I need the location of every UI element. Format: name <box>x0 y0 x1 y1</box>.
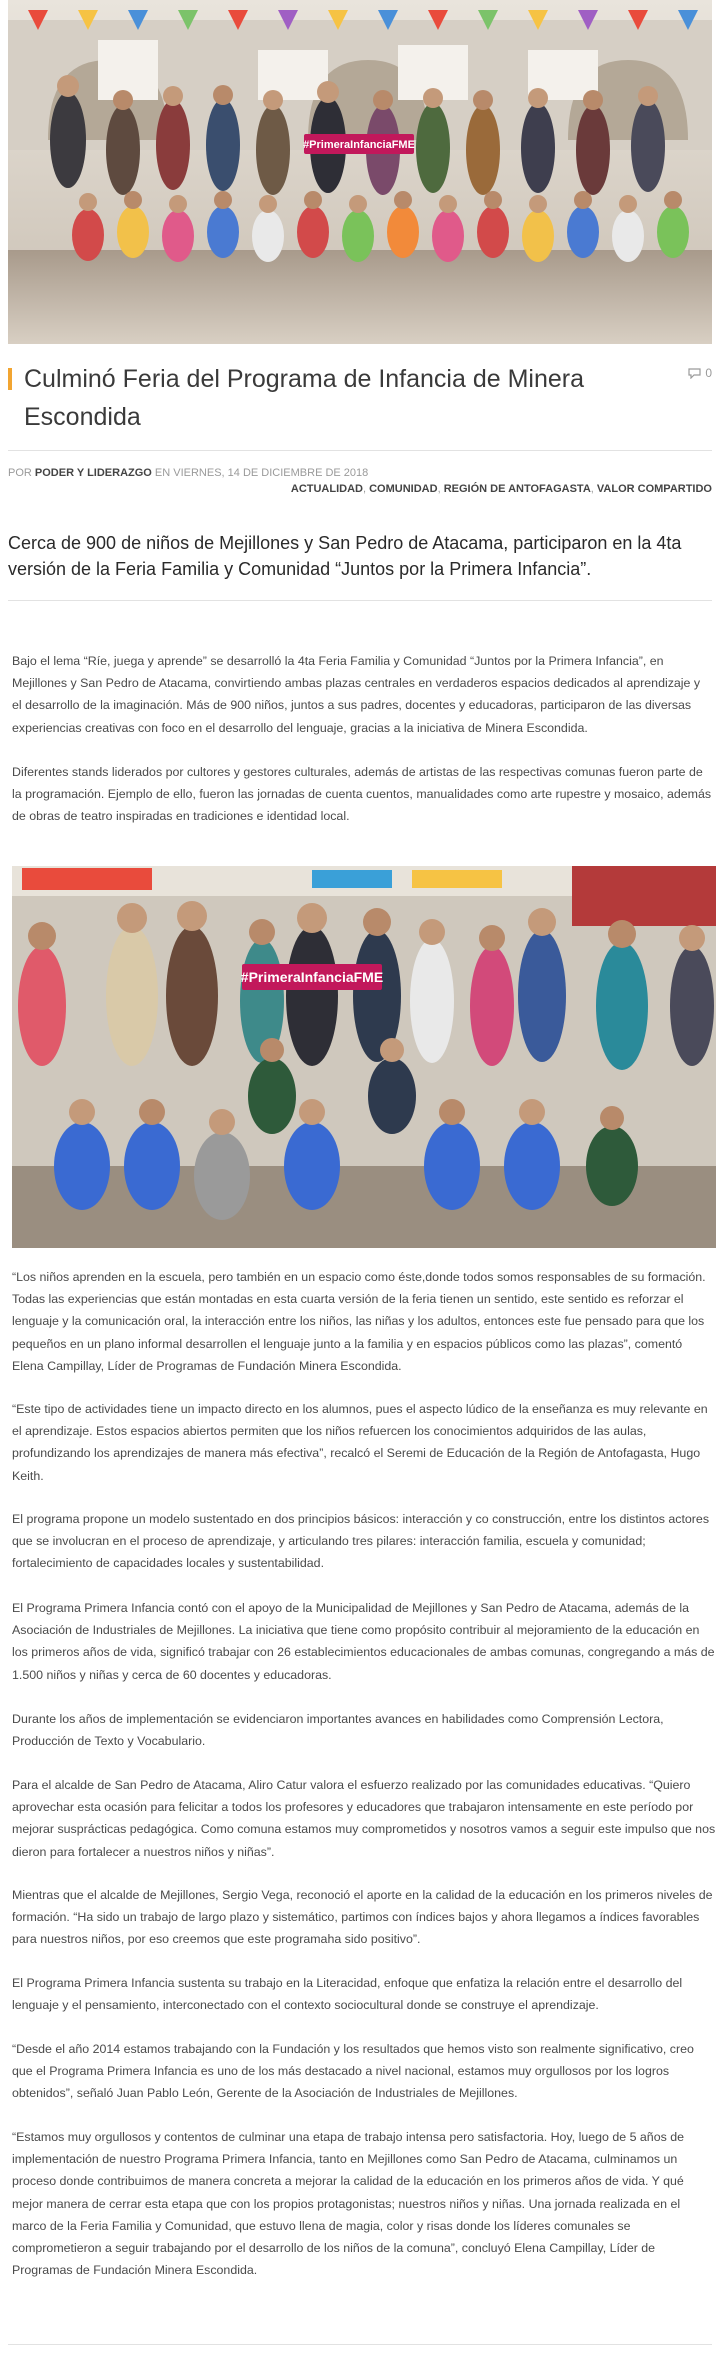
comment-icon <box>688 368 701 379</box>
hero-banner-text: #PrimeraInfanciaFME <box>303 139 415 151</box>
post-date: EN VIERNES, 14 DE DICIEMBRE DE 2018 <box>154 467 369 479</box>
post-header <box>8 360 712 436</box>
post-meta <box>8 467 712 495</box>
body-paragraph: Diferentes stands liderados por cultores y gestores culturales, además de artistas de las respectivas comunas fueron parte de la programación. Ejemplo de ello, fueron las jornadas de cuenta cuentos, manualidades como arte rupestre y mosaico, además de obras de teatro inspiradas en tradiciones e identidad local. <box>12 764 712 824</box>
body-paragraph: Bajo el lema “Ríe, juega y aprende” se desarrolló la 4ta Feria Familia y Comunidad “Juntos por la Primera Infancia”, en Mejillones y San Pedro de Atacama, convirtiendo ambas plazas centrales en verdaderos espacios dedicados al aprendizaje y el desarrollo de la imaginación. Más de 900 niños, juntos a sus padres, docentes y educadoras, participaron de las diversas experiencias creativas con foco en el desarrollo del lenguaje, gracias a la iniciativa de Minera Escondida. <box>12 654 701 735</box>
article-body-top <box>12 650 712 849</box>
category-list: ACTUALIDAD, COMUNIDAD, REGIÓN DE ANTOFAGASTA, VALOR COMPARTIDO <box>290 483 712 495</box>
category-link[interactable]: REGIÓN DE ANTOFAGASTA <box>443 483 591 495</box>
body-paragraph: “Desde el año 2014 estamos trabajando con la Fundación y los resultados que hemos visto son realmente significativo, creo que el Programa Primera Infancia es uno de los más destacado a nivel nacional, estamos muy orgullosos por los logros obtenidos”, señaló Juan Pablo León, Gerente de la Asociación de Industriales de Mejillones. <box>12 2042 694 2101</box>
category-link[interactable]: ACTUALIDAD <box>290 483 363 495</box>
body-paragraph: El Programa Primera Infancia sustenta su trabajo en la Literacidad, enfoque que enfatiza la relación entre el desarrollo del lenguaje y el pensamiento, interconectado con el contexto sociocultural donde se construye el aprendizaje. <box>12 1976 683 2013</box>
body-paragraph: Durante los años de implementación se evidenciaron importantes avances en habilidades como Comprensión Lectora, Producción de Texto y Vocabulario. <box>12 1712 664 1749</box>
group-photo-illustration <box>8 0 712 344</box>
lead-paragraph: Cerca de 900 de niños de Mejillones y San Pedro de Atacama, participaron en la 4ta versión de la Feria Familia y Comunidad “Juntos por la Primera Infancia”. <box>8 533 682 579</box>
page-title: Culminó Feria del Programa de Infancia de Minera Escondida <box>24 365 584 431</box>
body-paragraph: “Estamos muy orgullosos y contentos de culminar una etapa de trabajo intensa pero satisfactoria. Hoy, luego de 5 años de implementación de nuestro Programa Primera Infancia, tanto en Mejillones como San Pedro de Atacama, culminamos un proceso donde contribuimos de manera concreta a mejorar la calidad de la educación en los primeros años de vida. Y qué mejor manera de cerrar esta etapa que con los propios protagonistas; nuestros niños y niñas. Una jornada realizada en el marco de la Feria Familia y Comunidad, que estuvo llena de magia, color y risas donde los líderes comunales se comprometieron a seguir trabajando por el desarrollo de los niños de la comuna”, concluyó Elena Campillay, Líder de Programas de Fundación Minera Escondida. <box>12 2130 685 2278</box>
author-link[interactable]: PODER Y LIDERAZGO <box>34 467 152 479</box>
body-paragraph: “Este tipo de actividades tiene un impacto directo en los alumnos, pues el aspecto lúdico de la enseñanza es muy relevante en el aprendizaje. Estos espacios abiertos permiten que los niños refuercen los conocimientos adquiridos de las aulas, profundizando los aprendizajes de manera más efectiva”, recalcó el Seremi de Educación de la Región de Antofagasta, Hugo Keith. <box>12 1402 708 1483</box>
photo-banner-text: #PrimeraInfanciaFME <box>240 969 384 985</box>
body-paragraph: “Los niños aprenden en la escuela, pero también en un espacio como éste,donde todos somos responsables de su formación. Todas las experiencias que están montadas en esta cuarta versión de la feria tienen un sentido, este sentido es reforzar el lenguaje y la comunicación oral, la interacción entre los niños, las niñas y los adultos, entonces este fue pensado para que los pequeños en un plano informal desarrollen el lenguaje junto a la familia y en espacios públicos como las plazas”, comentó Elena Campillay, Líder de Programas de Fundación Minera Escondida. <box>12 1270 706 1373</box>
category-link[interactable]: VALOR COMPARTIDO <box>596 483 712 495</box>
body-paragraph: Mientras que el alcalde de Mejillones, Sergio Vega, reconoció el aporte en la calidad de la educación en los primeros niveles de formación. “Ha sido un trabajo de largo plazo y sistemático, partimos con índices bajos y ahora llegamos a índices favorables para nuestros niños, por eso creemos que este programaha sido positivo”. <box>12 1888 713 1947</box>
body-paragraph: El Programa Primera Infancia contó con el apoyo de la Municipalidad de Mejillones y San Pedro de Atacama, además de la Asociación de Industriales de Mejillones. La iniciativa que tiene como propósito contribuir al mejoramiento de la educación en los primeros años de vida, significó trabajar con 26 establecimientos educacionales de ambas comunas, congregando a más de 1.500 niños y niñas y cerca de 60 docentes y educadoras. <box>12 1601 715 1682</box>
body-paragraph: El programa propone un modelo sustentado en dos principios básicos: interacción y co construcción, entre los distintos actores que se involucran en el proceso de aprendizaje, y articulando tres pilares: interacción familia, escuela y comunidad; fortalecimiento de capacidades locales y sustentabilidad. <box>12 1512 710 1571</box>
body-paragraph: Para el alcalde de San Pedro de Atacama, Aliro Catur valora el esfuerzo realizado por las comunidades educativas. “Quiero aprovechar esta ocasión para felicitar a todos los profesores y educadores que trabajaron intensamente en este período por mejorar susprácticas pedagógica. Como comuna estamos muy comprometidos y nosotros vamos a seguir este impulso que nos dieron para fortalecer a nuestros niños y niñas”. <box>12 1778 716 1859</box>
hero-photo <box>8 0 712 344</box>
lead-divider <box>8 600 712 601</box>
by-prefix: POR <box>8 467 32 479</box>
event-photo-illustration <box>12 866 716 1248</box>
event-photo <box>12 866 716 1248</box>
footer-divider <box>8 2344 712 2345</box>
header-divider <box>8 450 712 451</box>
comments-count: 0 <box>705 366 712 380</box>
title-accent-bar <box>8 368 12 390</box>
category-link[interactable]: COMUNIDAD <box>369 483 438 495</box>
comments-link[interactable] <box>688 366 712 380</box>
